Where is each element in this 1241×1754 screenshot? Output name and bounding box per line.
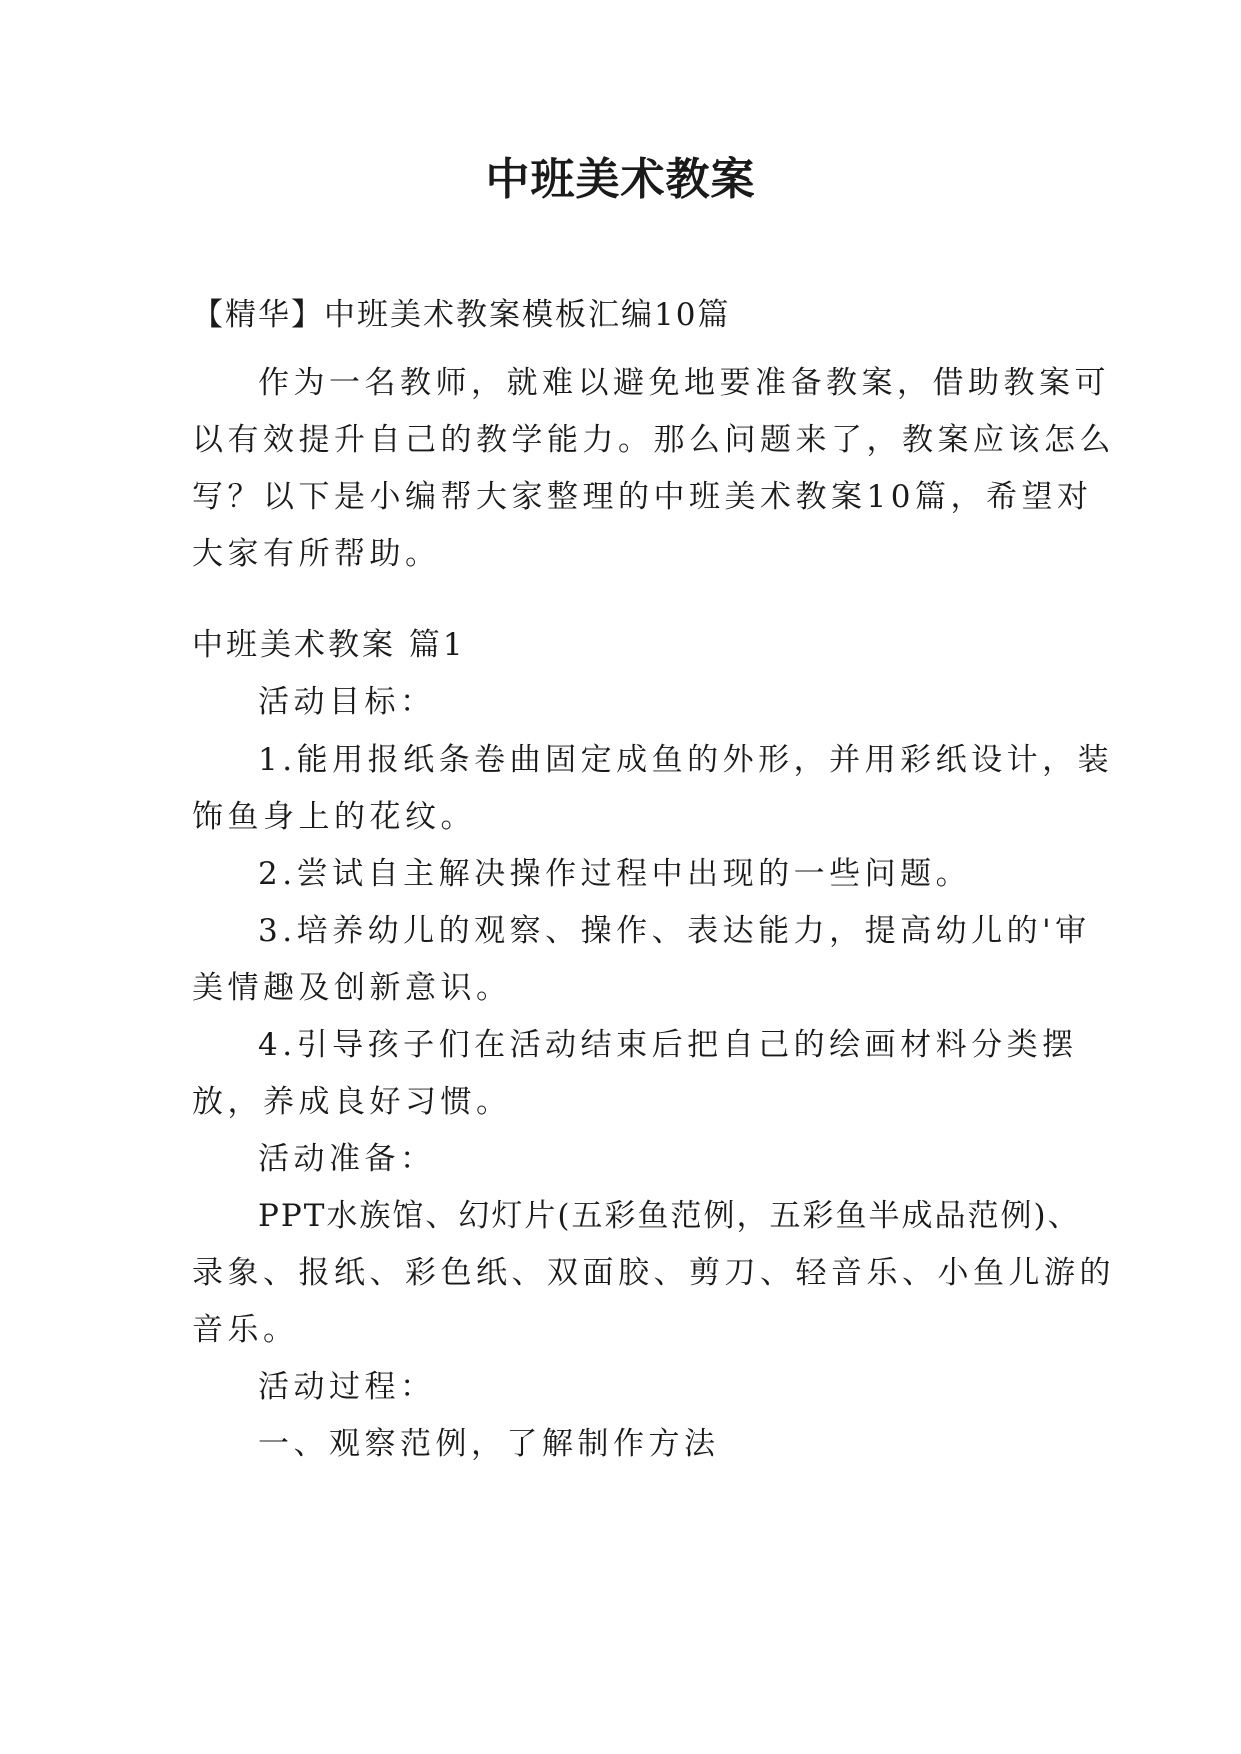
- body-line: 活动目标：: [258, 684, 436, 720]
- intro-line: 作为一名教师，就难以避免地要准备教案，借助教案可: [258, 365, 1110, 401]
- body-line: 活动准备：: [258, 1141, 436, 1177]
- body-line: 音乐。: [192, 1312, 299, 1348]
- intro-line: 以有效提升自己的教学能力。那么问题来了，教案应该怎么: [192, 422, 1115, 458]
- body-line: 录象、报纸、彩色纸、双面胶、剪刀、轻音乐、小鱼儿游的: [192, 1255, 1115, 1291]
- body-line: 一、观察范例，了解制作方法: [258, 1426, 720, 1462]
- document-title: 中班美术教案: [485, 154, 756, 205]
- body-line: 2.尝试自主解决操作过程中出现的一些问题。: [258, 856, 972, 892]
- body-line: 活动过程：: [258, 1369, 436, 1405]
- document-subtitle: 【精华】中班美术教案模板汇编10篇: [192, 297, 731, 333]
- body-line: 3.培养幼儿的观察、操作、表达能力，提高幼儿的'审: [258, 913, 1091, 949]
- body-line: 美情趣及创新意识。: [192, 970, 512, 1006]
- body-line: 饰鱼身上的花纹。: [192, 799, 476, 835]
- body-line: 放，养成良好习惯。: [192, 1084, 512, 1120]
- body-line: 4.引导孩子们在活动结束后把自己的绘画材料分类摆: [258, 1027, 1078, 1063]
- intro-line: 写？以下是小编帮大家整理的中班美术教案10篇，希望对: [192, 479, 1093, 515]
- intro-line: 大家有所帮助。: [192, 536, 441, 572]
- body-line: 1.能用报纸条卷曲固定成鱼的外形，并用彩纸设计，装: [258, 742, 1114, 778]
- section-heading: 中班美术教案 篇1: [192, 627, 466, 663]
- body-line: PPT水族馆、幻灯片(五彩鱼范例，五彩鱼半成品范例)、: [258, 1198, 1081, 1234]
